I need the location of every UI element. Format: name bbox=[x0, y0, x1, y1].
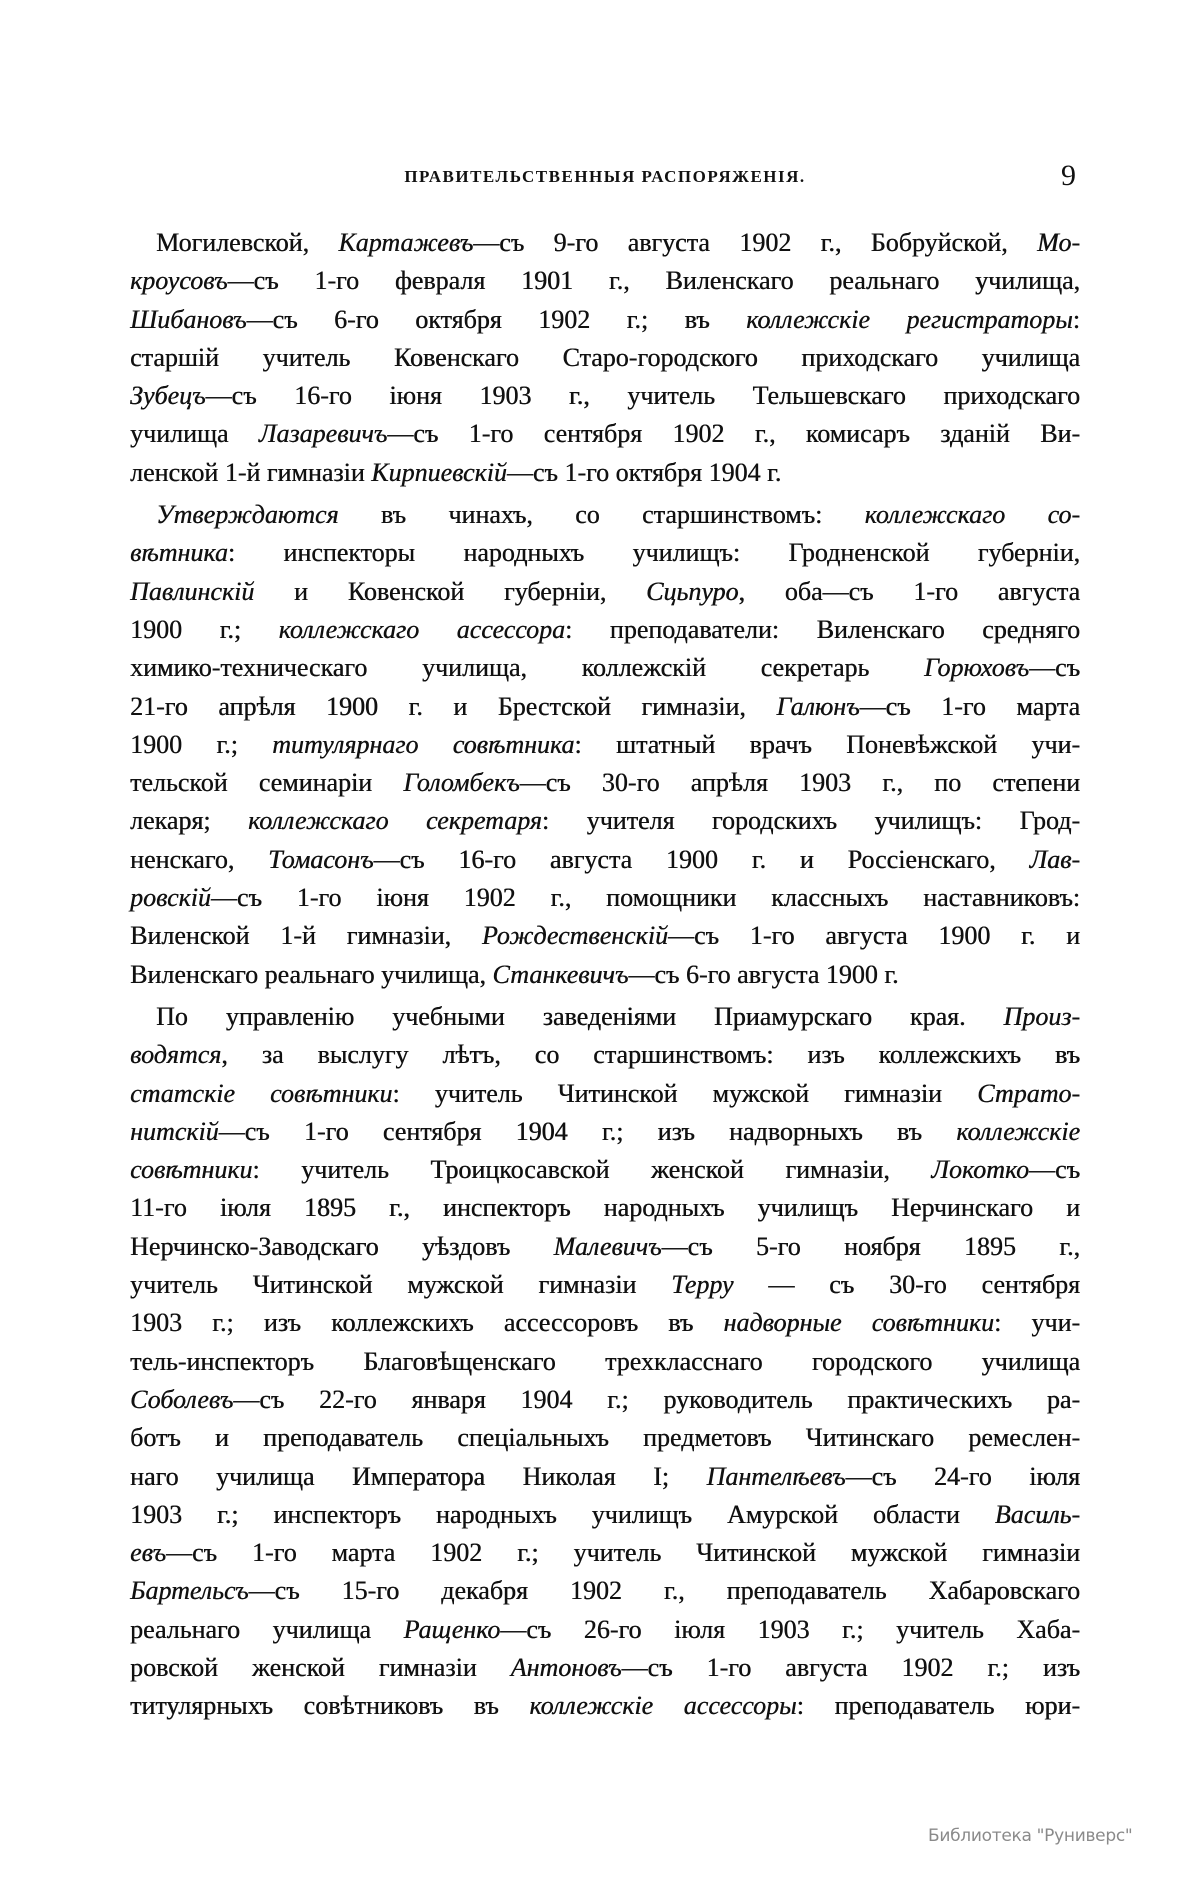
text: учитель Читинской мужской гимназіи bbox=[130, 1270, 672, 1300]
text-line bbox=[130, 998, 1080, 1036]
text: титулярныхъ совѣтниковъ въ bbox=[130, 1691, 530, 1721]
text: —съ 30-го апрѣля 1903 г., по степени bbox=[519, 768, 1080, 798]
italic-text: водятся bbox=[130, 1040, 222, 1070]
text-line bbox=[130, 1458, 1080, 1496]
italic-text: Малевичъ bbox=[553, 1231, 662, 1261]
text: тель-инспекторъ Благовѣщенскаго трехкласснаго городского училища bbox=[130, 1346, 1080, 1376]
text: ботъ и преподаватель спеціальныхъ предметовъ Читинскаго ремеслен- bbox=[130, 1423, 1080, 1453]
italic-text: Кирпиевскій bbox=[371, 457, 507, 487]
text-line bbox=[130, 1189, 1080, 1227]
paragraph bbox=[130, 998, 1080, 1726]
text: —съ 1-го августа 1900 г. и bbox=[667, 921, 1081, 951]
italic-text: евъ bbox=[130, 1538, 166, 1568]
text: 1903 г.; изъ коллежскихъ ассессоровъ въ bbox=[130, 1308, 724, 1338]
text: —съ 26-го іюля 1903 г.; учитель Хаба- bbox=[500, 1614, 1080, 1644]
text: По управленію учебными заведеніями Приамурскаго края. bbox=[156, 1001, 1004, 1031]
italic-text: надворные совѣтники bbox=[723, 1308, 994, 1338]
text: —съ 1-го августа 1902 г.; изъ bbox=[621, 1652, 1081, 1682]
text-line bbox=[130, 1496, 1080, 1534]
text: Виленскаго реальнаго училища, bbox=[130, 959, 493, 989]
text: училища bbox=[130, 419, 259, 449]
text: : инспекторы народныхъ училищъ: Гродненской губерніи, bbox=[227, 538, 1080, 568]
text: —съ 1-го марта bbox=[859, 691, 1080, 721]
text: —съ 1-го марта 1902 г.; учитель Читинской мужской гимназіи bbox=[165, 1538, 1080, 1568]
text-line bbox=[130, 496, 1080, 534]
text: —съ bbox=[1029, 1155, 1080, 1185]
italic-text: коллежскіе bbox=[956, 1116, 1080, 1146]
italic-text: Голомбекъ bbox=[403, 768, 520, 798]
text-line bbox=[130, 1036, 1080, 1074]
text-line bbox=[130, 573, 1080, 611]
text-line bbox=[130, 879, 1080, 917]
text-line bbox=[130, 1572, 1080, 1610]
text-line bbox=[130, 956, 1080, 994]
text-line bbox=[130, 688, 1080, 726]
text: 21-го апрѣля 1900 г. и Брестской гимназіи, bbox=[130, 691, 777, 721]
text-line bbox=[130, 726, 1080, 764]
text: 1903 г.; инспекторъ народныхъ училищъ Амурской области bbox=[130, 1499, 995, 1529]
text-line bbox=[130, 1381, 1080, 1419]
text-line bbox=[130, 224, 1080, 262]
italic-text: Пантелѣевъ bbox=[706, 1461, 846, 1491]
text: : преподаватели: Виленскаго средняго bbox=[565, 614, 1080, 644]
text: Виленской 1-й гимназіи, bbox=[130, 921, 482, 951]
text: —съ 6-го августа 1900 г. bbox=[628, 959, 899, 989]
text: : преподаватель юри- bbox=[796, 1691, 1080, 1721]
text-line bbox=[130, 917, 1080, 955]
italic-text: Томасонъ bbox=[268, 844, 374, 874]
text-line bbox=[130, 1075, 1080, 1113]
text-line bbox=[130, 534, 1080, 572]
text: : учитель Читинской мужской гимназіи bbox=[392, 1078, 978, 1108]
text: Нерчинско-Заводскаго уѣздовъ bbox=[130, 1231, 554, 1261]
text: —съ 16-го августа 1900 г. и Россіенскаго, bbox=[373, 844, 1030, 874]
italic-text: коллежскаго со- bbox=[864, 500, 1080, 530]
text: Могилевской, bbox=[156, 228, 339, 257]
text-line bbox=[130, 377, 1080, 415]
text: реальнаго училища bbox=[130, 1614, 404, 1644]
italic-text: нитскій bbox=[130, 1116, 219, 1146]
text-line bbox=[130, 454, 1080, 492]
italic-text: Произ- bbox=[1003, 1001, 1080, 1031]
text-line bbox=[130, 1611, 1080, 1649]
text: , за выслугу лѣтъ, со старшинствомъ: изъ коллежскихъ въ bbox=[221, 1040, 1080, 1070]
text: ровской женской гимназіи bbox=[130, 1652, 511, 1682]
text-line bbox=[130, 1304, 1080, 1342]
text: лекаря; bbox=[130, 806, 248, 836]
running-header bbox=[130, 159, 1080, 193]
text-line bbox=[130, 1228, 1080, 1266]
text-line bbox=[130, 415, 1080, 453]
text-line bbox=[130, 1419, 1080, 1457]
text: , оба—съ 1-го августа bbox=[738, 576, 1080, 606]
page-number: 9 bbox=[1061, 159, 1076, 192]
text-line bbox=[130, 611, 1080, 649]
text: и Ковенской губерніи, bbox=[254, 576, 647, 606]
paragraph bbox=[130, 496, 1080, 994]
text: —съ 1-го сентября 1902 г., комисаръ зданій Ви- bbox=[387, 419, 1080, 449]
text: : штатный врачъ Поневѣжской учи- bbox=[574, 729, 1080, 759]
italic-text: Мо- bbox=[1037, 228, 1080, 257]
italic-text: кроусовъ bbox=[130, 266, 228, 296]
text-line bbox=[130, 1343, 1080, 1381]
text-line bbox=[130, 1113, 1080, 1151]
italic-text: Зубецъ bbox=[130, 381, 206, 411]
text-line bbox=[130, 649, 1080, 687]
text: —съ 1-го сентября 1904 г.; изъ надворныхъ въ bbox=[218, 1116, 957, 1146]
text: ненскаго, bbox=[130, 844, 269, 874]
italic-text: Лазаревичъ bbox=[258, 419, 388, 449]
text-line bbox=[130, 1266, 1080, 1304]
italic-text: Соболевъ bbox=[130, 1384, 234, 1414]
italic-text: Павлинскій bbox=[130, 576, 255, 606]
italic-text: статскіе совѣтники bbox=[130, 1078, 393, 1108]
text-line bbox=[130, 339, 1080, 377]
text-line bbox=[130, 802, 1080, 840]
text: : учитель Троицкосавской женской гимназіи, bbox=[252, 1155, 932, 1185]
text: 1900 г.; bbox=[130, 614, 279, 644]
library-watermark: Библиотека "Руниверс" bbox=[928, 1826, 1133, 1846]
italic-text: ровскій bbox=[130, 883, 211, 913]
italic-text: совѣтники bbox=[130, 1155, 253, 1185]
text: —съ bbox=[1029, 653, 1080, 683]
text: —съ 16-го іюня 1903 г., учитель Тельшевскаго приходскаго bbox=[205, 381, 1080, 411]
document-body bbox=[130, 224, 1080, 1730]
text: —съ 22-го января 1904 г.; руководитель практическихъ ра- bbox=[233, 1384, 1080, 1414]
text-line bbox=[130, 1649, 1080, 1687]
italic-text: вѣтника bbox=[130, 538, 228, 568]
italic-text: титулярнаго совѣтника bbox=[272, 729, 575, 759]
text: : учи- bbox=[993, 1308, 1081, 1338]
italic-text: Станкевичъ bbox=[492, 959, 629, 989]
text: : bbox=[1072, 304, 1080, 334]
italic-text: Горюховъ bbox=[923, 653, 1030, 683]
italic-text: Страто- bbox=[977, 1078, 1081, 1108]
text: —съ 6-го октября 1902 г.; въ bbox=[246, 304, 747, 334]
text: химико-техническаго училища, коллежскій секретарь bbox=[130, 653, 924, 683]
italic-text: Галюнъ bbox=[776, 691, 860, 721]
italic-text: Лав- bbox=[1029, 844, 1080, 874]
text: —съ 24-го іюля bbox=[845, 1461, 1081, 1491]
italic-text: коллежскаго секретаря bbox=[247, 806, 542, 836]
text: въ чинахъ, со старшинствомъ: bbox=[338, 500, 865, 530]
text-line bbox=[130, 1534, 1080, 1572]
italic-text: Шибановъ bbox=[130, 304, 247, 334]
italic-text: Утверждаются bbox=[156, 500, 339, 530]
paragraph bbox=[130, 224, 1080, 492]
text: —съ 9-го августа 1902 г., Бобруйской, bbox=[473, 228, 1038, 257]
text: —съ 1-го октября 1904 г. bbox=[506, 457, 782, 487]
italic-text: Картажевъ bbox=[338, 228, 474, 257]
text: —съ 1-го февраля 1901 г., Виленскаго реальнаго училища, bbox=[227, 266, 1080, 296]
italic-text: Василь- bbox=[994, 1499, 1080, 1529]
italic-text: коллежскаго ассессора bbox=[278, 614, 565, 644]
italic-text: Терру bbox=[671, 1270, 734, 1300]
italic-text: коллежскіе ассессоры bbox=[529, 1691, 797, 1721]
running-title: ПРАВИТЕЛЬСТВЕННЫЯ РАСПОРЯЖЕНІЯ. bbox=[404, 167, 806, 186]
text: —съ 15-го декабря 1902 г., преподаватель Хабаровскаго bbox=[248, 1576, 1080, 1606]
text-line bbox=[130, 1687, 1080, 1725]
text: : учителя городскихъ училищъ: Грод- bbox=[541, 806, 1080, 836]
text-line bbox=[130, 841, 1080, 879]
text: 11-го іюля 1895 г., инспекторъ народныхъ училищъ Нерчинскаго и bbox=[130, 1193, 1080, 1223]
italic-text: Ращенко bbox=[403, 1614, 501, 1644]
italic-text: Рождественскій bbox=[481, 921, 668, 951]
text: тельской семинаріи bbox=[130, 768, 404, 798]
text-line bbox=[130, 1151, 1080, 1189]
text: —съ 5-го ноября 1895 г., bbox=[661, 1231, 1080, 1261]
text: старшій учитель Ковенскаго Старо-городского приходскаго училища bbox=[130, 342, 1080, 372]
text-line bbox=[130, 262, 1080, 300]
text-line bbox=[130, 301, 1080, 339]
italic-text: Бартельсъ bbox=[130, 1576, 249, 1606]
text: 1900 г.; bbox=[130, 729, 273, 759]
text: —съ 1-го іюня 1902 г., помощники классныхъ наставниковъ: bbox=[210, 883, 1080, 913]
italic-text: Сцьпуро bbox=[646, 576, 739, 606]
text: наго училища Императора Николая I; bbox=[130, 1461, 707, 1491]
text: — съ 30-го сентября bbox=[733, 1270, 1080, 1300]
italic-text: Антоновъ bbox=[510, 1652, 622, 1682]
text: ленской 1-й гимназіи bbox=[130, 457, 372, 487]
italic-text: Локотко bbox=[931, 1155, 1030, 1185]
text-line bbox=[130, 764, 1080, 802]
italic-text: коллежскіе регистраторы bbox=[746, 304, 1073, 334]
